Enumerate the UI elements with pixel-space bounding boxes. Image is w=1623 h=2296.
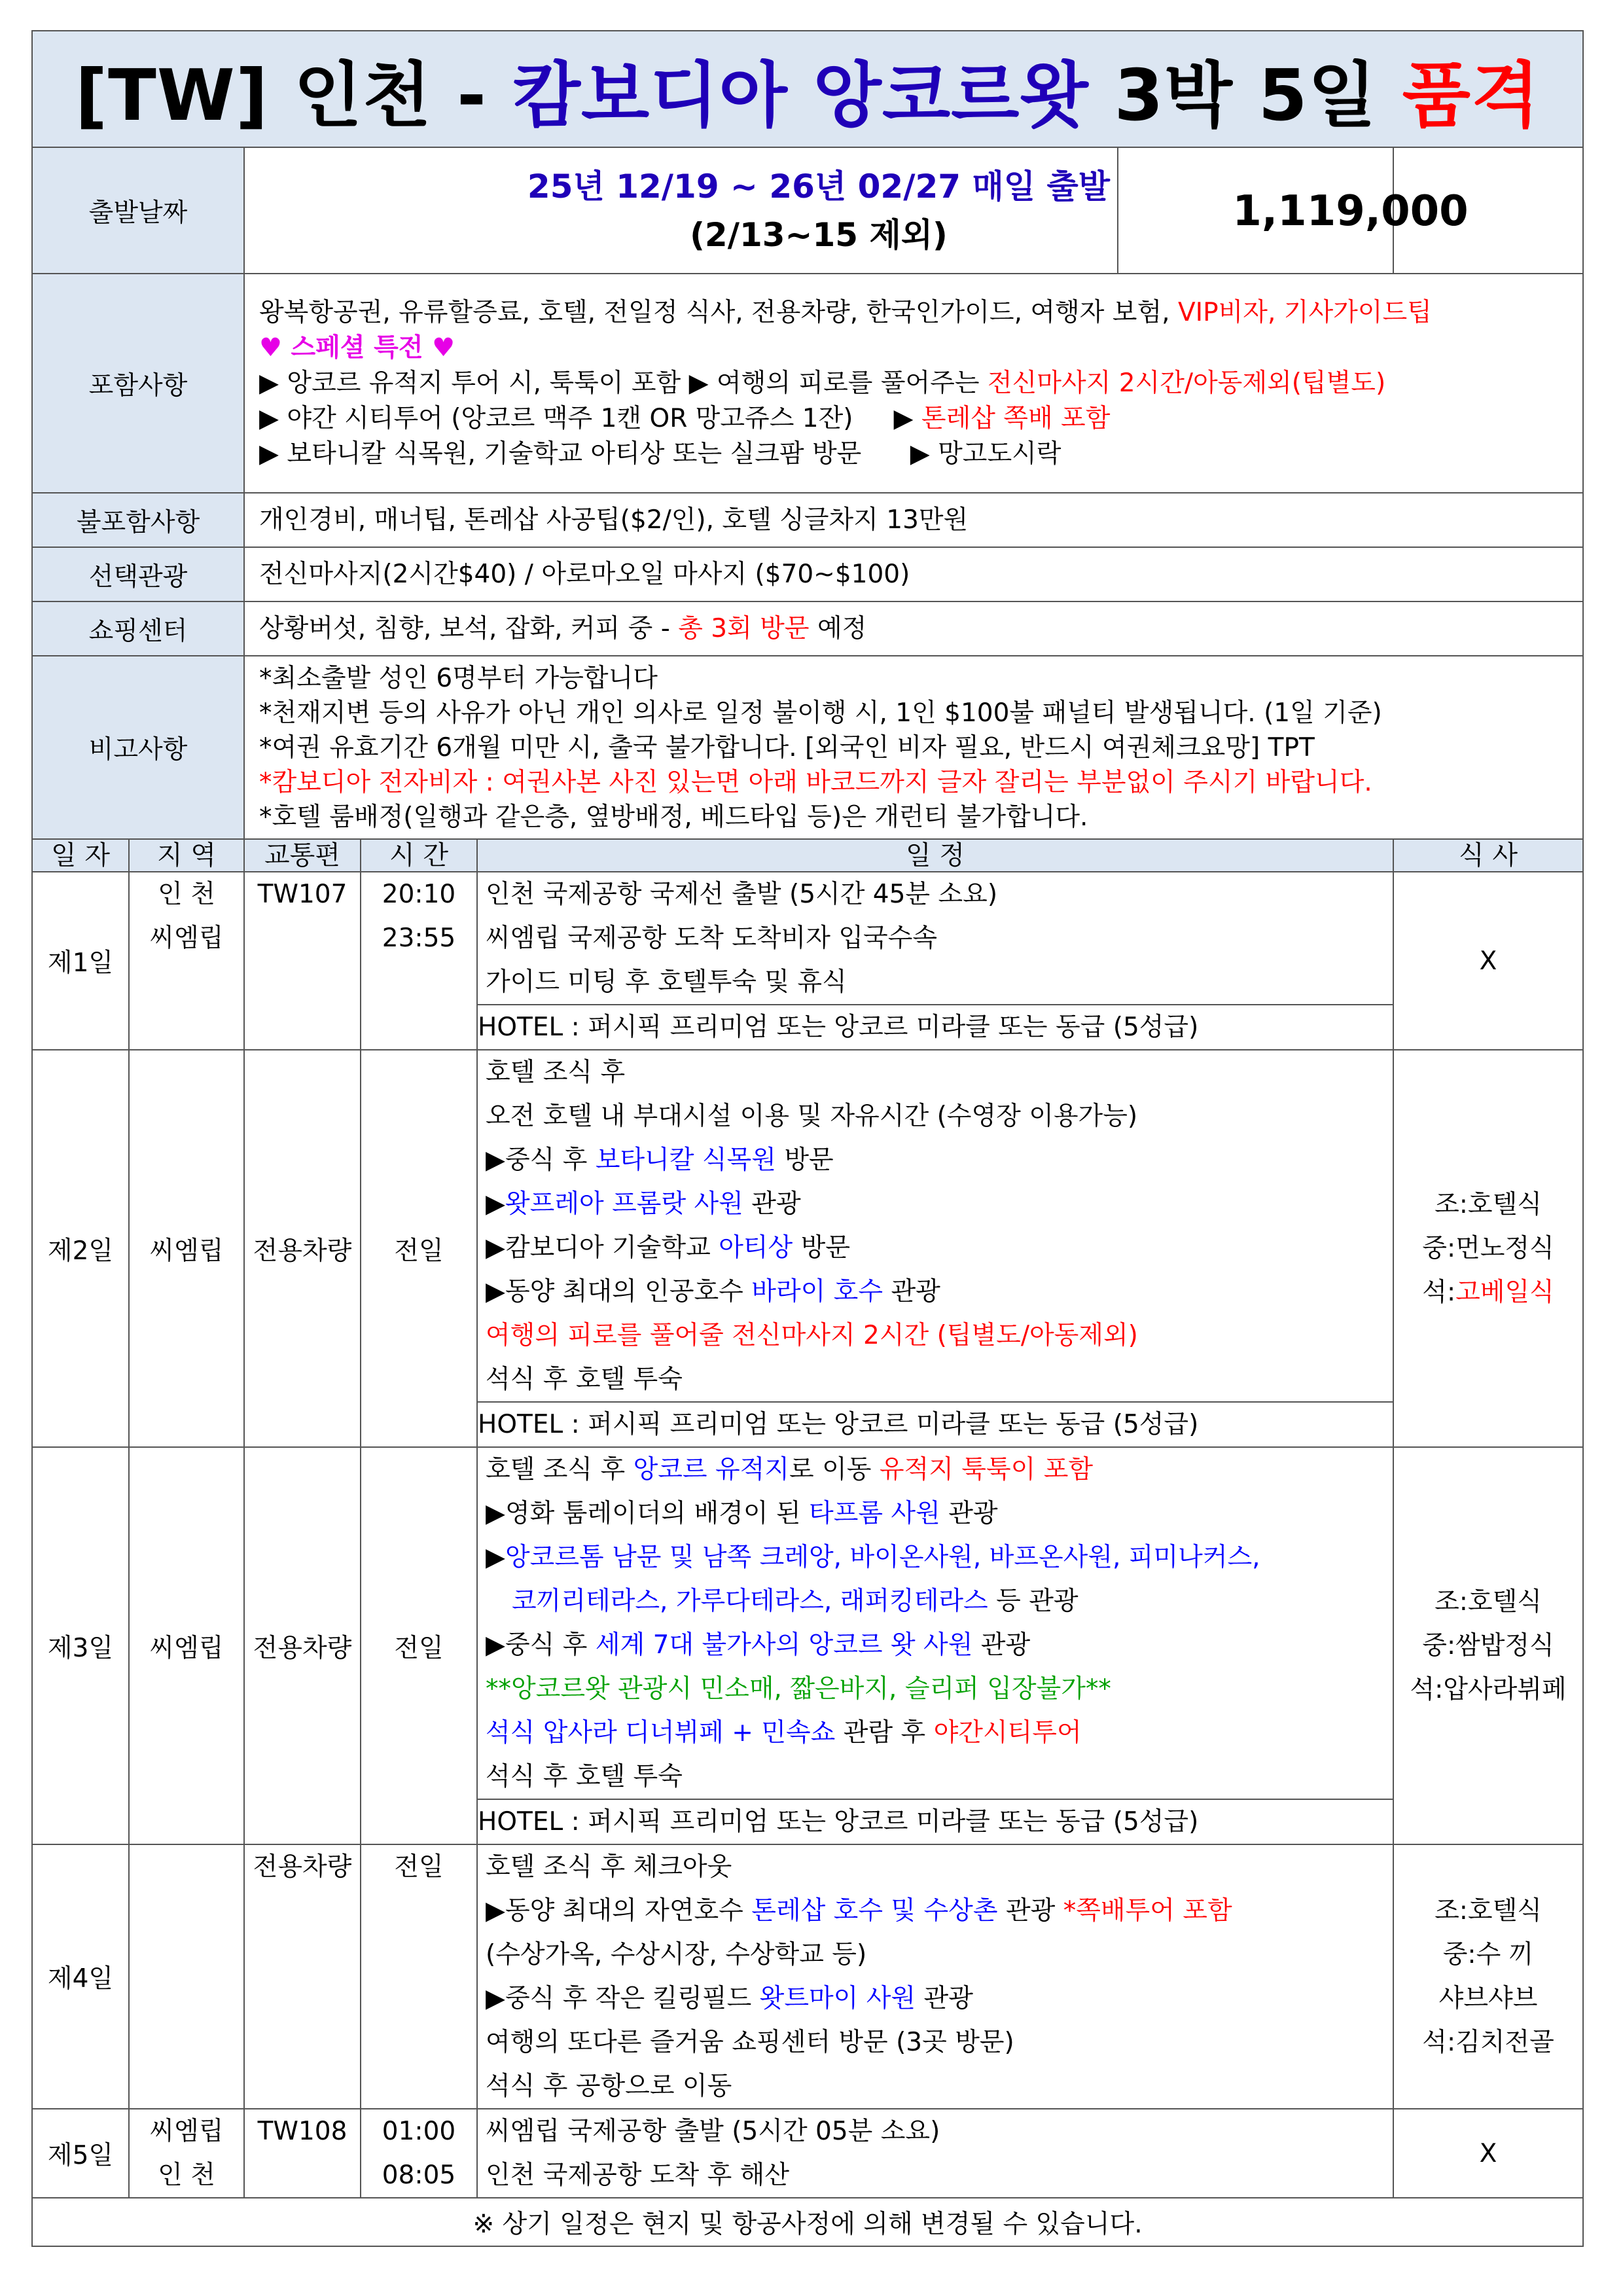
included-line-5: ▶ 보타니칼 식목원, 기술학교 아티상 또는 실크팜 방문 ▶ 망고도시락 [259,439,1061,469]
title-destination: 캄보디아 앙코르왓 [512,54,1089,137]
included-content [244,274,1583,493]
day-2-schedule: 호텔 조식 후 오전 호텔 내 부대시설 이용 및 자유시간 (수영장 이용가능) ▶중식 후 보타니칼 식목원 방문 ▶왓프레아 프롬랏 사원 관광 ▶캄보디아 기술학교 아티상 방문 ▶동양 최대의 인공호수 바라이 호수 관광 여행의 피로를 풀어줄 전신마사지 2시간 (팁별도/아동제외) 석식 후 호텔 투숙 HOTEL : 퍼시픽 프리미엄 또는 앙코르 미라클 또는 동급 (5성급) [477,1050,1393,1447]
header-time: 시 간 [361,839,477,872]
day-1-row [32,872,1583,1050]
day-1-meal: X [1393,872,1583,1050]
note-2: *천재지변 등의 사유가 아닌 개인 의사로 일정 불이행 시, 1인 $100불 패널티 발생됩니다. (1일 기준) [259,698,1382,728]
included-line-1: 왕복항공권, 유류할증료, 호텔, 전일정 식사, 전용차량, 한국인가이드, 여행자 보험, VIP비자, 기사가이드팁 [259,297,1432,327]
day-2-transport: 전용차량 [244,1050,361,1447]
optional-text: 전신마사지(2시간$40) / 아로마오일 마사지 ($70~$100) [244,547,1583,601]
day-1-region: 인 천 씨엠립 [129,872,244,1050]
included-line-3: ▶ 앙코르 유적지 투어 시, 툭툭이 포함 ▶ 여행의 피로를 풀어주는 전신마사지 2시간/아동제외(팁별도) [259,368,1386,398]
day-1-hotel: HOTEL : 퍼시픽 프리미엄 또는 앙코르 미라클 또는 동급 (5성급) [478,1004,1393,1049]
day-4-schedule: 호텔 조식 후 체크아웃 ▶동양 최대의 자연호수 톤레삽 호수 및 수상촌 관광 *쪽배투어 포함 (수상가옥, 수상시장, 수상학교 등) ▶중식 후 작은 킬링필드 왓트마이 사원 관광 여행의 또다른 즐거움 쇼핑센터 방문 (3곳 방문) 석식 후 공항으로 이동 [477,1844,1393,2109]
title-dash: - [457,54,487,137]
excluded-text: 개인경비, 매너팁, 톤레삽 사공팁($2/인), 호텔 싱글차지 13만원 [244,493,1583,547]
notes-content [244,656,1583,839]
day-4-label: 제4일 [32,1844,129,2109]
title-grade: 품격 [1402,54,1541,137]
title-code: [TW] [75,54,269,137]
header-day: 일 자 [32,839,129,872]
special-benefit: ♥ 스페셜 특전 ♥ [259,332,455,363]
day-3-row [32,1447,1583,1844]
header-schedule: 일 정 [477,839,1393,872]
day-5-flight: TW108 [244,2109,361,2198]
note-4: *캄보디아 전자비자 : 여권사본 사진 있는면 아래 바코드까지 글자 잘리는 부분없이 주시기 바랍니다. [259,767,1372,797]
day-4-region [129,1844,244,2109]
day-1-schedule: 인천 국제공항 국제선 출발 (5시간 45분 소요) 씨엠립 국제공항 도착 도착비자 입국수속 가이드 미팅 후 호텔투숙 및 휴식 HOTEL : 퍼시픽 프리미엄 또는 앙코르 미라클 또는 동급 (5성급) [477,872,1393,1050]
day-1-label: 제1일 [32,872,129,1050]
day-3-schedule: 호텔 조식 후 앙코르 유적지로 이동 유적지 툭툭이 포함 ▶영화 툼레이더의 배경이 된 타프롬 사원 관광 ▶앙코르톰 남문 및 남쪽 크레앙, 바이온사원, 바프온사원, 피미나커스, 코끼리테라스, 가루다테라스, 래퍼킹테라스 등 관광 ▶중식 후 세계 7대 불가사의 앙코르 왓 사원 관광 **앙코르왓 관광시 민소매, 짧은바지, 슬리퍼 입장불가** 석식 압사라 디너뷔페 + 민속쇼 관람 후 야간시티투어 석식 후 호텔 투숙 HOTEL : 퍼시픽 프리미엄 또는 앙코르 미라클 또는 동급 (5성급) [477,1447,1393,1844]
day-2-label: 제2일 [32,1050,129,1447]
departure-exception: (2/13~15 제외) [690,215,948,254]
price: 1,119,000 [1117,148,1582,274]
shopping-label: 쇼핑센터 [32,601,244,656]
day-3-time: 전일 [361,1447,477,1844]
day-2-meal: 조:호텔식 중:먼노정식 석:고베일식 [1393,1050,1583,1447]
header-region: 지 역 [129,839,244,872]
day-5-row [32,2109,1583,2198]
note-1: *최소출발 성인 6명부터 가능합니다 [259,663,658,693]
day-5-time: 01:00 08:05 [361,2109,477,2198]
page-title [32,31,1583,147]
day-3-region: 씨엠립 [129,1447,244,1844]
note-3: *여권 유효기간 6개월 미만 시, 출국 불가합니다. [외국인 비자 필요, 반드시 여권체크요망] TPT [259,732,1315,762]
title-duration: 3박 5일 [1114,54,1378,137]
included-line-4: ▶ 야간 시티투어 (앙코르 맥주 1캔 OR 망고쥬스 1잔) ▶ 톤레삽 쪽배 포함 [259,403,1111,433]
excluded-label: 불포함사항 [32,493,244,547]
optional-label: 선택관광 [32,547,244,601]
day-5-meal: X [1393,2109,1583,2198]
day-4-meal: 조:호텔식 중:수 끼 샤브샤브 석:김치전골 [1393,1844,1583,2109]
day-5-label: 제5일 [32,2109,129,2198]
day-2-hotel: HOTEL : 퍼시픽 프리미엄 또는 앙코르 미라클 또는 동급 (5성급) [478,1401,1393,1446]
shopping-text: 상황버섯, 침향, 보석, 잡화, 커피 중 - 총 3회 방문 예정 [244,601,1583,656]
departure-label: 출발날짜 [32,147,244,274]
day-2-region: 씨엠립 [129,1050,244,1447]
title-origin: 인천 [293,54,432,137]
day-1-time: 20:10 23:55 [361,872,477,1050]
itinerary-table [31,30,1584,2247]
day-1-flight: TW107 [244,872,361,1050]
day-3-meal: 조:호텔식 중:쌈밥정식 석:압사라뷔페 [1393,1447,1583,1844]
day-3-transport: 전용차량 [244,1447,361,1844]
note-5: *호텔 룸배정(일행과 같은층, 옆방배정, 베드타입 등)은 개런티 불가합니다. [259,802,1088,832]
day-2-row [32,1050,1583,1447]
day-2-time: 전일 [361,1050,477,1447]
day-4-transport: 전용차량 [244,1844,361,2109]
day-5-schedule: 씨엠립 국제공항 출발 (5시간 05분 소요) 인천 국제공항 도착 후 해산 [477,2109,1393,2198]
day-4-row [32,1844,1583,2109]
included-label: 포함사항 [32,274,244,493]
notes-label: 비고사항 [32,656,244,839]
departure-date-range: 25년 12/19 ~ 26년 02/27 매일 출발 [527,167,1111,206]
header-transport: 교통편 [244,839,361,872]
day-3-label: 제3일 [32,1447,129,1844]
day-4-time: 전일 [361,1844,477,2109]
footer-note: ※ 상기 일정은 현지 및 항공사정에 의해 변경될 수 있습니다. [32,2198,1583,2246]
day-3-hotel: HOTEL : 퍼시픽 프리미엄 또는 앙코르 미라클 또는 동급 (5성급) [478,1799,1393,1844]
day-5-region: 씨엠립 인 천 [129,2109,244,2198]
header-meal: 식 사 [1393,839,1583,872]
